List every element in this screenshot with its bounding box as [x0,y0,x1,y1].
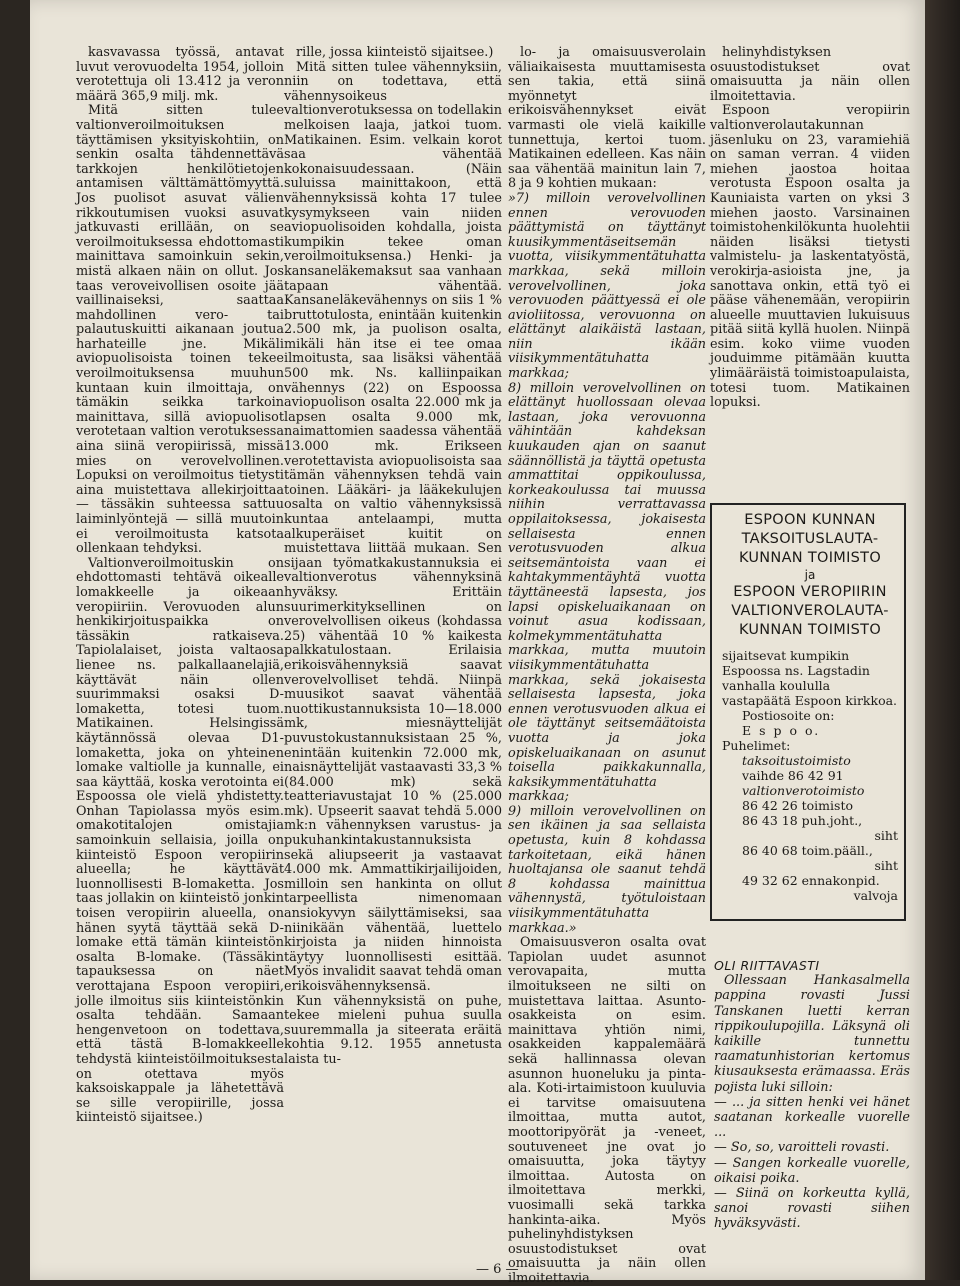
paragraph: rille, jossa kiinteistö sijaitsee.) [296,45,494,60]
phone-line: siht [874,828,898,843]
paragraph: lo- ja omaisuusverolain väliaikaisesta muuttamisesta sen takia, että siinä myönnetyt erikoisvähennykset eivät varmasti ole vielä kaikille tunnettuja, kertoi tuom. Matikainen edelleen. Kas näin saa vähentää mainitun lain 7, 8 ja 9 kohtien mukaan: [508,45,706,192]
article-column-2 [284,46,502,1256]
postal-label: Postiosoite on: [742,708,835,723]
paragraph: Valtionveroilmoituskin on ehdottomasti tehtävä oikealle lomakkeelle ja oikeaan veropiiriin. Verovuoden alun henkikirjoituspaikka on tässäkin ratkaiseva. Tapiolalaiset, joista valtaosa lienee ns. palkallaanelajiä, käyttävät näin ollen suurimmaksi osaksi D-lomaketta, totesi tuom. Matikainen. Helsingissä käytännössä olevaa D1-lomaketta, joka on yhteinen lomake valtiolle ja kunnalle, ei saa käyttää, koska verotointa ei Espoossa ole vielä yhdistetty. Onhan Tapiolassa myös esim. omakotitalojen omistajia samoinkuin sellaisia, joilla on kiinteistö Espoon veropiirin alueella; he käyttävät luonnollisesti B-lomaketta. Jos taas jollakin on kiinteistö jonkin toisen veropiirin alueella, on hänen syytä täyttää sekä D-lomake että tämän kiinteistön osalta B-lomake. (Tässäkin tapauksessa on näet verottajana Espoon veropiiri, jolle ilmoitus siis kiinteistönkin osalta tehdään. Samaan hengenvetoon on todettava, että tästä B-lomakkeelle tehdystä kiinteistöilmoituksesta on otettava myös kaksoiskappale ja lähetettävä se sille veropiirille, jossa kiinteistö sijaitsee.) [76,555,284,1126]
phone-line: siht [874,858,898,873]
page-number: — 6 — [476,1262,519,1277]
book-edge [925,0,960,1280]
story-paragraph: Ollessaan Hankasalmella pappina rovasti Jussi Tanskanen luetti kerran rippikoulupojilla. Läksynä oli kaikille tunnettu raamatunhistorian kertomus kiusauksesta erämaassa. Eräs pojista luki silloin: [714,973,910,1095]
paragraph: Mitä sitten tulee vähennyksiin, niin on todettava, että vähennysoikeus valtionverotuksessa on todellakin melkoisen laaja, jatkoi tuom. Matikainen. Esim. velkain korot saa vähentää kokonaisuudessaan. (Näin suluissa mainittakoon, että vähennyksissä kohta 17 tulee kysymykseen vain niiden aviopuolisoiden kohdalla, joista kumpikin tekee oman veroilmoituksensa.) Henki- ja kansaneläkemaksut saa vanhaan tapaan vähentää. Kansaneläkevähennys on siis 1 % bruttotulosta, enintään kuitenkin 2.500 mk, ja puolison osalta, mikäli hän itse ei tee omaa ilmoitusta, saa lisäksi vähentää 500 mk. Ns. kalliinpaikan vähennys (22) on Espoossa aviopuolison osalta 22.000 mk ja lapsen osalta 9.000 mk, naimattomien saadessa vähentää 13.000 mk. Erikseen verotettavista aviopuolisoista saa tämän vähennyksen tehdä vain toinen. Lääkäri- ja lääkekulujen osalta on valtio vähennyksissä kuntaa antelaampi, mutta alkuperäiset kuitit on muistettava liittää mukaan. Sen sijaan työmatkakustannuksia ei valtionverotus vähennyksinä hyväksy. Erittäin suurimerkityksellinen on verovelvollisen oikeus (kohdassa 25) vähentää 10 % kaikesta palkkatulostaan. Erilaisia erikoisvähennyksiä saavat verovelvolliset tehdä. Niinpä muusikot saavat vähentää nuottikustannuksista 10—18.000 mk, miesnäyttelijät puvustokustannuksistaan 25 %, enintään kuitenkin 72.000 mk, naisnäyttelijät vastaavasti 33,3 % (84.000 mk) sekä teatteriavustajat 10 % (25.000 mk). Upseerit saavat tehdä 5.000 mk:n vähennyksen varustus- ja pukuhankintakustannuksista sekä aliupseerit ja vastaavat 4.000 mk. Ammattikirjailijoiden, milloin sen hankinta on ollut tarpeellista nimenomaan ansiokyvyn säilyttämiseksi, saa niinikään vähentää, luettelo kirjoista ja niiden hinnoista täytyy luonnollisesti esittää. Myös invalidit saavat tehdä oman erikoisvähennyksensä. [284,59,502,994]
phone-line: 86 43 18 puh.joht., [742,813,863,828]
phone-line: taksoitustoimisto [742,753,851,768]
paragraph: helinyhdistyksen osuustodistukset ovat omaisuutta ja näin ollen ilmoitettavia. [710,45,910,104]
phones-label: Puhelimet: [722,738,791,753]
office-notice-box [710,503,906,921]
paragraph: Omaisuusveron osalta ovat Tapiolan uudet asunnot verovapaita, mutta ilmoitukseen ne silti on muistettava laittaa. Asunto-osakkeista on esim. mainittava yhtiön nimi, osakkeiden kappalemäärä sekä hallinnassa olevan asunnon huoneluku ja pinta-ala. Koti-irtaimistoon kuuluvia ei tarvitse omaisuutena ilmoittaa, mutta autot, moottoripyörät ja -veneet, soutuveneet jne ovat jo omaisuutta, joka täytyy ilmoittaa. Autosta on ilmoitettava merkki, vuosimalli sekä tarkka hankinta-aika. Myös puhelinyhdistyksen osuustodistukset ovat omaisuutta ja näin ollen ilmoitettavia. [508,935,706,1286]
paragraph: Kun vähennyksistä on puhe, tekee mieleni puhua suulla suuremmalla ja siteerata eräitä kohtia 9.12. 1955 annetusta laista tu- [284,993,502,1067]
notice-heading-1: ESPOON KUNNAN TAKSOITUSLAUTA- KUNNAN TOIMISTO [738,512,882,566]
paragraph: 9) milloin verovelvollinen on sen ikäinen ja saa sellaista opetusta, kuin 8 kohdassa tarkoitetaan, eikä hänen huoltajansa ole saanut tehdä 8 kohdassa mainittua vähennystä, työtuloistaan viisikymmentätuhatta markkaa.» [508,803,706,936]
phone-line: valvoja [853,888,898,903]
anecdote-story [714,958,910,1232]
story-title: OLI RIITTAVASTI [714,958,820,973]
notice-location: sijaitsevat kumpikin Espoossa ns. Lagstadin vanhalla koululla vastapäätä Espoon kirkkoa. [722,648,898,708]
story-body [714,973,910,1231]
article-column-1 [76,46,284,1256]
paragraph: Mitä sitten tulee valtionveroilmoituksen täyttämisen yksityiskohtiin, on senkin osalta tähdennettävä tarkkojen henkilötietojen antamisen välttämättömyyttä. Jos puolisot asuvat välien rikkoutumisen vuoksi asuvat jatkuvasti erillään, on se veroilmoituksessa ehdottomasti mainittava samoinkuin sekin, mistä alkaen näin on ollut. Jos taas veroveivollisen osoite jää vaillinaiseksi, saattaa mahdollinen vero- tai palautuskuitti aikanaan joutua harhateille jne. Mikäli aviopuolisoista toinen tekee veroilmoituksensa muuhun kuntaan kuin ilmoittaja, on tämäkin seikka tarkoin mainittava, sillä aviopuolisot verotetaan valtion verotuksessa aina siinä veropiirissä, missä mies on verovelvollinen. Lopuksi on veroilmoitus tietysti aina muistettava allekirjoittaa — tässäkin suhteessa sattuu laiminlyöntejä — sillä muutoin ei veroilmoitusta katsota ollenkaan tehdyksi. [76,103,284,557]
phone-line: 86 40 68 toim.pääll., [742,843,873,858]
article-column-3 [508,45,706,1286]
phone-list [722,753,898,903]
story-paragraph: — Sangen korkealle vuorelle, oikaisi poika. [714,1155,910,1186]
notice-heading-2: ESPOON VEROPIIRIN VALTIONVEROLAUTA- KUNNAN TOIMISTO [731,584,889,638]
phone-line: 49 32 62 ennakonpid. [742,873,880,888]
paragraph: kasvavassa työssä, antavat luvut verovuodelta 1954, jolloin verotettuja oli 13.412 ja veron määrä 365,9 milj. mk. [76,45,284,104]
paragraph: 8) milloin verovelvollinen on elättänyt huollossaan olevaa lastaan, joka verovuonna vähintään kahdeksan kuukauden ajan on saanut säännöllistä ja täyttä opetusta ammattitai oppikoulussa, korkeakoulussa tai muussa niihin verrattavassa oppilaitoksessa, jokaisesta sellaisesta ennen verotusvuoden alkua seitsemäntoista vaan ei kahtakymmentäyhtä vuotta täyttäneestä lapsesta, jos lapsi opiskeluaikanaan on voinut asua kodissaan, kolmekymmentätuhatta markkaa, mutta muutoin viisikymmentätuhatta markkaa, sekä jokaisesta sellaisesta lapsesta, joka ennen verotusvuoden alkua ei ole täyttänyt seitsemäätoista vuotta ja joka opiskeluaikanaan on asunut toisella paikkakunnalla, kaksikymmentätuhatta markkaa; [508,380,706,805]
postal-address: E s p o o. [742,723,821,738]
notice-ja: ja [804,568,816,582]
paragraph: Espoon veropiirin valtionverolautakunnan jäsenluku on 23, varamiehiä on saman verran. 4 viiden miehen jaostoa hoitaa verotusta Espoon osalta ja Kauniaista varten on yksi 3 miehen jaosto. Varsinainen toimistohenkilökunta huolehtii näiden lisäksi tietysti valmistelu- ja laskentatyöstä, verokirja-asioista jne, ja sanottava onkin, että työ ei pääse vähenemään, veropiirin alueelle muuttavien lukuisuus pitää siitä kyllä huolen. Niinpä esim. koko viime vuoden jouduimme pitämään kuutta ylimääräistä toimistoapulaista, totesi tuom. Matikainen lopuksi. [710,103,910,411]
story-paragraph: — ... ja sitten henki vei hänet saatanan korkealle vuorelle ... [714,1094,910,1141]
phone-line: valtionverotoimisto [742,783,865,798]
story-paragraph: — Siinä on korkeutta kyllä, sanoi rovasti siihen hyväksyvästi. [714,1186,910,1232]
article-column-4 [710,46,910,466]
story-paragraph: — So, so, varoitteli rovasti. [714,1140,890,1156]
newspaper-page [30,0,925,1286]
paragraph: »7) milloin verovelvollinen ennen verovuoden päättymistä on täyttänyt kuusikymmentäseitsemän vuotta, viisikymmentätuhatta markkaa, sekä milloin verovelvollinen, joka verovuoden päättyessä ei ole avioliitossa, verovuonna on elättänyt alaikäistä lastaan, niin ikään viisikymmentätuhatta markkaa; [508,190,706,382]
phone-line: 86 42 26 toimisto [742,798,853,813]
phone-line: vaihde 86 42 91 [742,768,844,783]
